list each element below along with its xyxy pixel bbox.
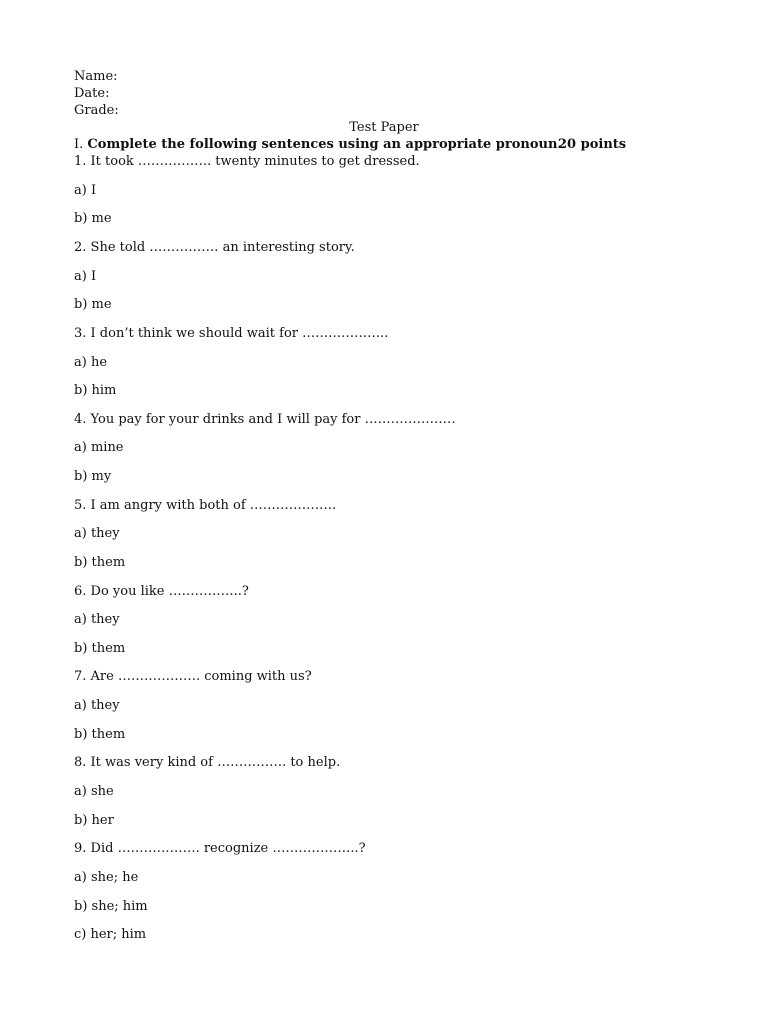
question-8-option-a: a) she bbox=[74, 784, 114, 799]
question-8: 8. It was very kind of ……………. to help. bbox=[74, 755, 341, 770]
question-9: 9. Did ………………. recognize ………………..? bbox=[74, 841, 366, 856]
section-instruction: Complete the following sentences using an appropriate pronoun. bbox=[87, 137, 562, 152]
question-9-option-a: a) she; he bbox=[74, 870, 139, 885]
question-5: 5. I am angry with both of ……………….. bbox=[74, 498, 337, 513]
question-2: 2. She told ……………. an interesting story. bbox=[74, 240, 355, 255]
question-1-option-b: b) me bbox=[74, 211, 112, 226]
section-heading bbox=[74, 137, 634, 153]
question-8-option-b: b) her bbox=[74, 813, 114, 828]
question-6-option-b: b) them bbox=[74, 641, 126, 656]
question-4-option-b: b) my bbox=[74, 469, 112, 484]
question-7-option-b: b) them bbox=[74, 727, 126, 742]
question-5-option-a: a) they bbox=[74, 526, 120, 541]
question-7-option-a: a) they bbox=[74, 698, 120, 713]
question-1: 1. It took …………….. twenty minutes to get dressed. bbox=[74, 154, 420, 169]
question-4: 4. You pay for your drinks and I will pay for ………………… bbox=[74, 412, 456, 427]
page-title: Test Paper bbox=[349, 120, 419, 135]
question-6-option-a: a) they bbox=[74, 612, 120, 627]
section-points: 20 points bbox=[558, 137, 627, 152]
question-3-option-a: a) he bbox=[74, 355, 108, 370]
grade-label: Grade: bbox=[74, 103, 119, 118]
question-9-option-b: b) she; him bbox=[74, 899, 148, 914]
question-7: 7. Are ………………. coming with us? bbox=[74, 669, 312, 684]
question-2-option-b: b) me bbox=[74, 297, 112, 312]
question-2-option-a: a) I bbox=[74, 269, 97, 284]
section-number: I. bbox=[74, 137, 84, 152]
date-label: Date: bbox=[74, 86, 110, 101]
question-9-option-c: c) her; him bbox=[74, 927, 147, 942]
question-1-option-a: a) I bbox=[74, 183, 97, 198]
question-6: 6. Do you like ……………..? bbox=[74, 584, 249, 599]
question-4-option-a: a) mine bbox=[74, 440, 124, 455]
question-3: 3. I don’t think we should wait for ……………….. bbox=[74, 326, 389, 341]
name-label: Name: bbox=[74, 69, 118, 84]
question-5-option-b: b) them bbox=[74, 555, 126, 570]
question-3-option-b: b) him bbox=[74, 383, 117, 398]
